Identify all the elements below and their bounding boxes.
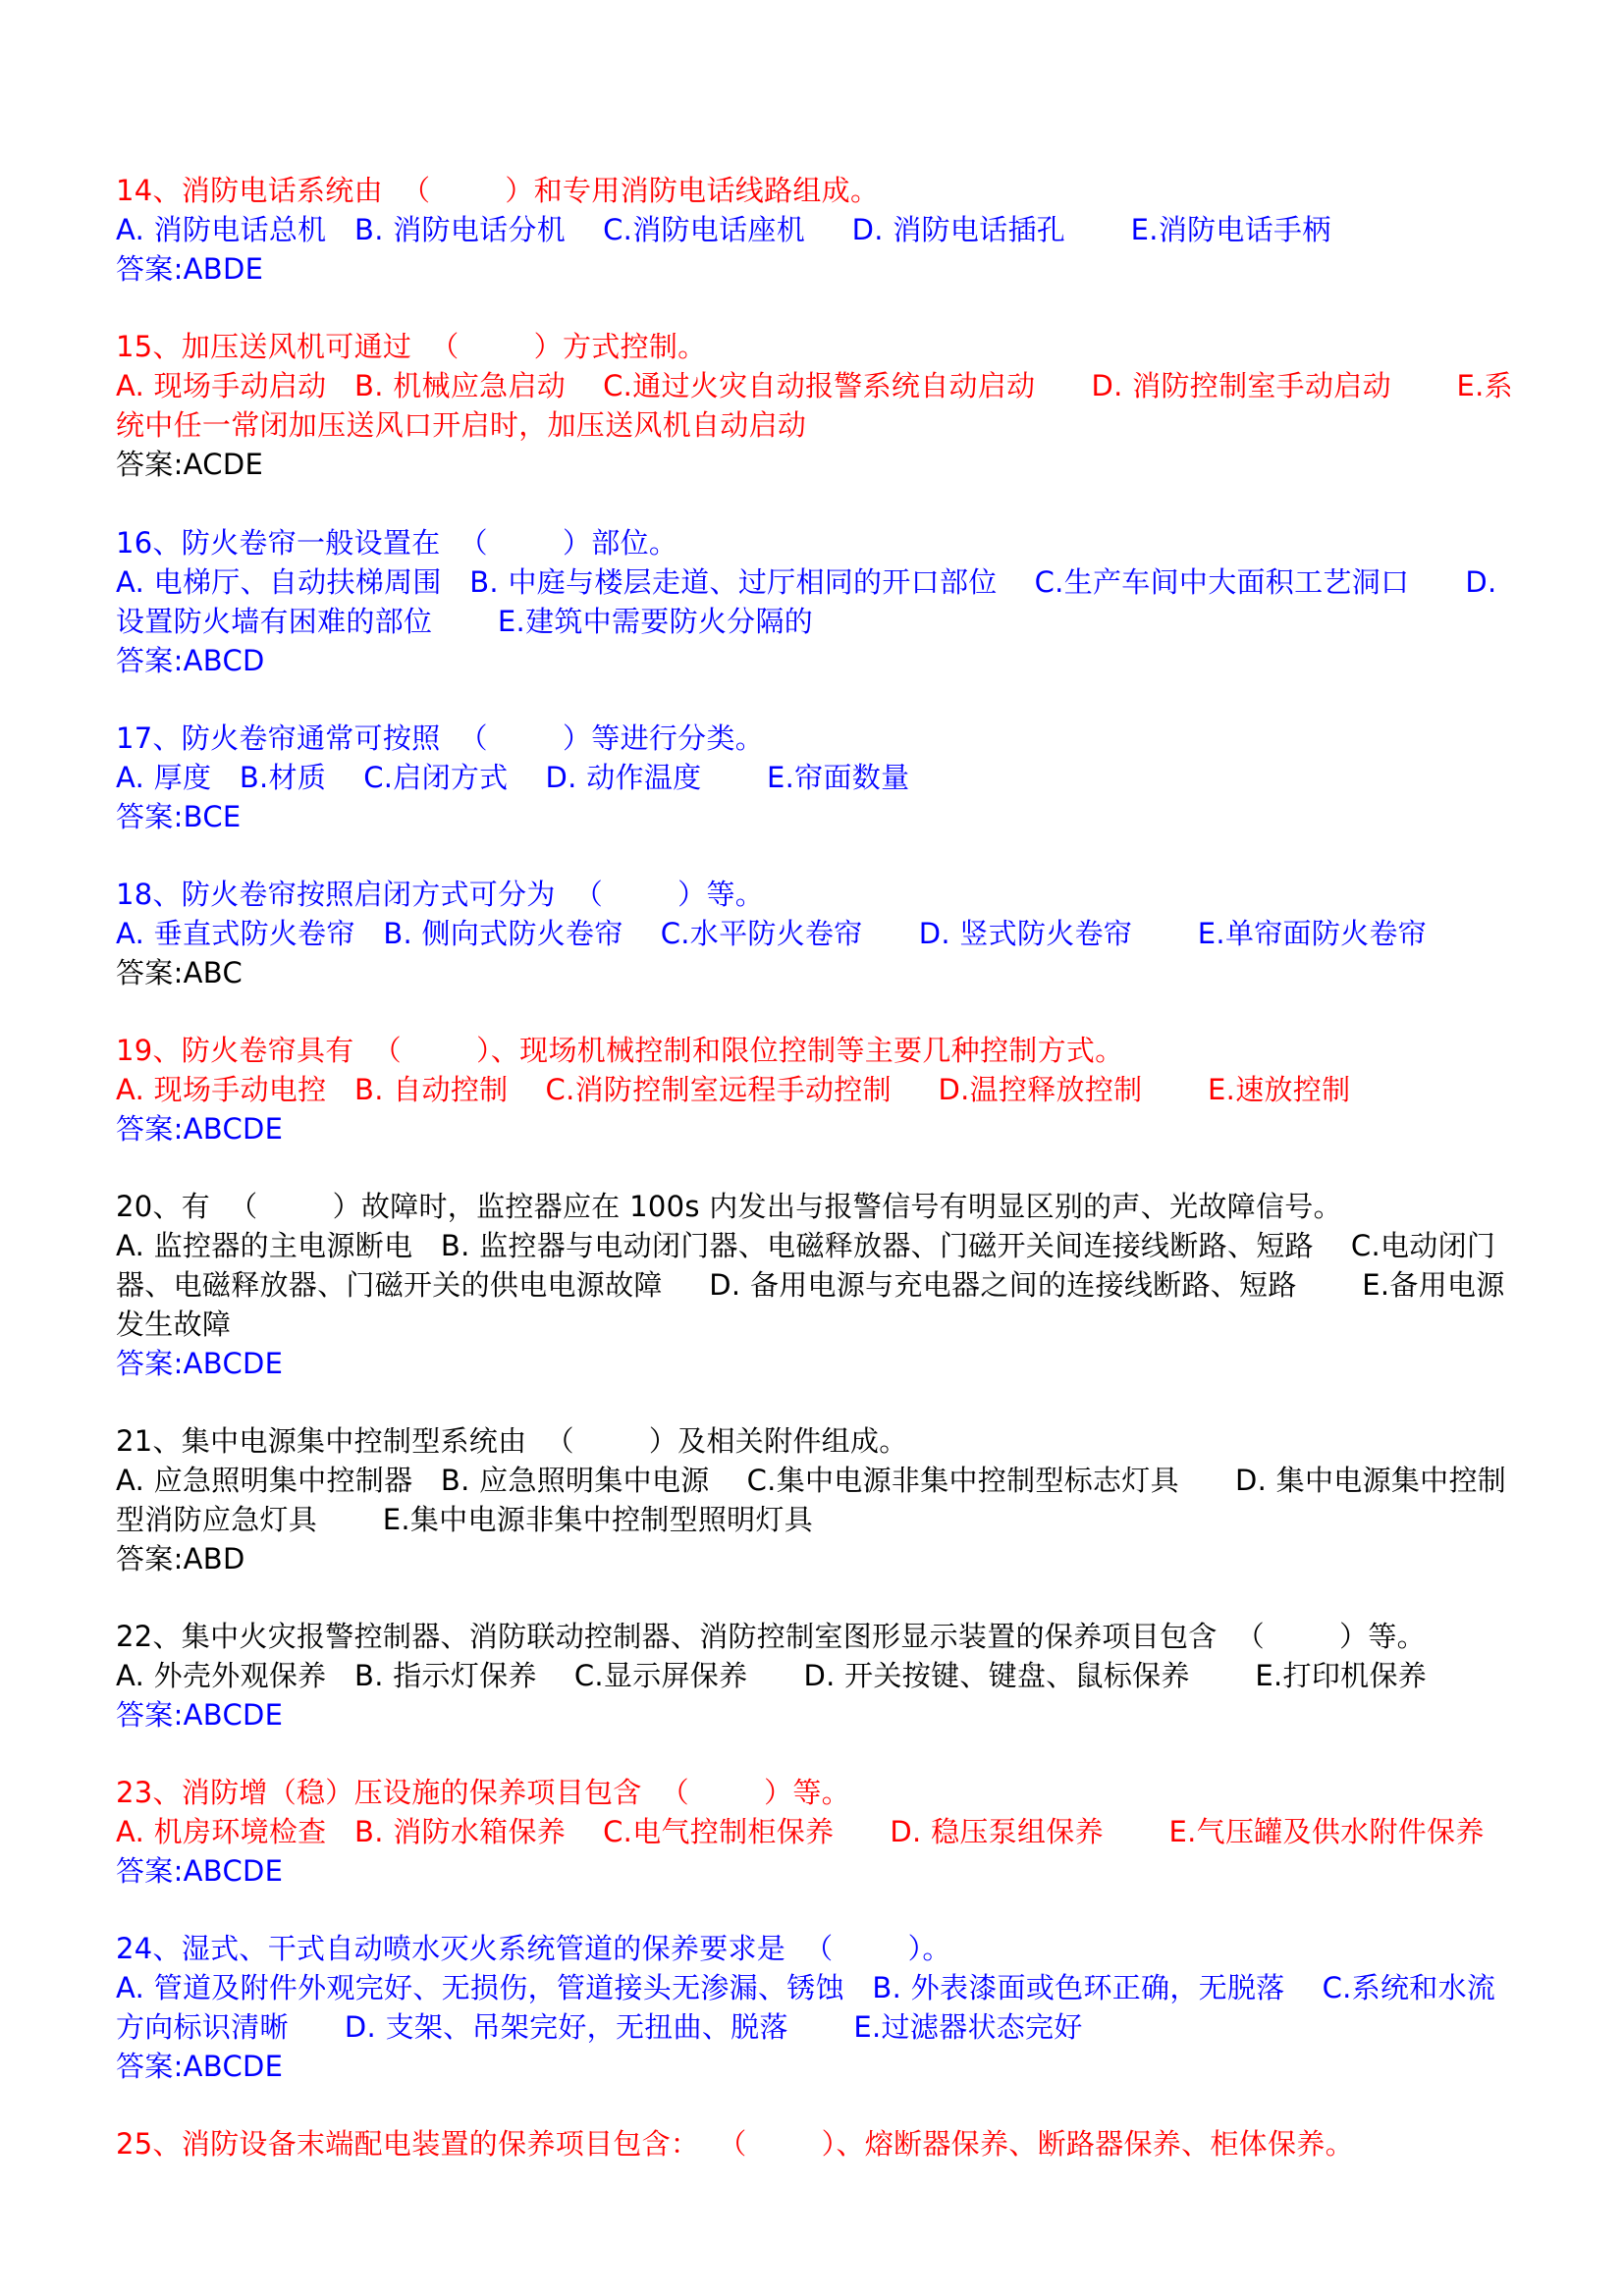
question-text: 25、消防设备末端配电装置的保养项目包含： （ ）、熔断器保养、断路器保养、柜体保养。 <box>116 2127 1354 2161</box>
question-block-23 <box>116 1773 1520 1891</box>
question-block-20 <box>116 1187 1520 1383</box>
options-text: A. 垂直式防火卷帘 B. 侧向式防火卷帘 C.水平防火卷帘 D. 竖式防火卷帘 E.单帘面防火卷帘 <box>116 917 1428 950</box>
question-block-16 <box>116 523 1520 680</box>
answer-text: 答案:ABDE <box>116 252 264 286</box>
question-text: 15、加压送风机可通过 （ ）方式控制。 <box>116 330 707 363</box>
options-text: A. 现场手动启动 B. 机械应急启动 C.通过火灾自动报警系统自动启动 D. 消防控制室手动启动 E.系统中任一常闭加压送风口开启时，加压送风机自动启动 <box>116 369 1513 442</box>
question-text: 24、湿式、干式自动喷水灭火系统管道的保养要求是 （ ）。 <box>116 1932 951 1965</box>
options-text: A. 管道及附件外观完好、无损伤，管道接头无渗漏、锈蚀 B. 外表漆面或色环正确，无脱落 C.系统和水流方向标识清晰 D. 支架、吊架完好，无扭曲、脱落 E.过滤器状态完好 <box>116 1971 1496 2044</box>
question-block-19 <box>116 1031 1520 1148</box>
question-text: 18、防火卷帘按照启闭方式可分为 （ ）等。 <box>116 878 765 911</box>
question-text: 21、集中电源集中控制型系统由 （ ）及相关附件组成。 <box>116 1424 908 1458</box>
question-text: 17、防火卷帘通常可按照 （ ）等进行分类。 <box>116 721 765 755</box>
answer-text: 答案:ABCDE <box>116 1854 284 1888</box>
question-block-18 <box>116 875 1520 992</box>
question-block-15 <box>116 327 1520 484</box>
options-text: A. 应急照明集中控制器 B. 应急照明集中电源 C.集中电源非集中控制型标志灯具 D. 集中电源集中控制型消防应急灯具 E.集中电源非集中控制型照明灯具 <box>116 1464 1507 1536</box>
options-text: A. 监控器的主电源断电 B. 监控器与电动闭门器、电磁释放器、门磁开关间连接线断路、短路 C.电动闭门器、电磁释放器、门磁开关的供电电源故障 D. 备用电源与充电器之间的连接线断路、短路 E.备用电源发生故障 <box>116 1229 1505 1341</box>
question-block-22 <box>116 1617 1520 1735</box>
options-text: A. 外壳外观保养 B. 指示灯保养 C.显示屏保养 D. 开关按键、键盘、鼠标保养 E.打印机保养 <box>116 1659 1428 1692</box>
question-block-14 <box>116 171 1520 289</box>
question-text: 22、集中火灾报警控制器、消防联动控制器、消防控制室图形显示装置的保养项目包含 （ ）等。 <box>116 1620 1426 1653</box>
options-text: A. 厚度 B.材质 C.启闭方式 D. 动作温度 E.帘面数量 <box>116 761 910 794</box>
question-block-17 <box>116 719 1520 836</box>
question-block-21 <box>116 1421 1520 1578</box>
answer-text: 答案:ABC <box>116 956 244 989</box>
options-text: A. 电梯厅、自动扶梯周围 B. 中庭与楼层走道、过厅相同的开口部位 C.生产车间中大面积工艺洞口 D. 设置防火墙有困难的部位 E.建筑中需要防火分隔的 <box>116 565 1507 638</box>
answer-text: 答案:ABCDE <box>116 1112 284 1146</box>
answer-text: 答案:ABCD <box>116 644 265 677</box>
answer-text: 答案:ABCDE <box>116 1347 284 1380</box>
question-text: 16、防火卷帘一般设置在 （ ）部位。 <box>116 526 678 560</box>
question-text: 20、有 （ ）故障时，监控器应在 100s 内发出与报警信号有明显区别的声、光故障信号。 <box>116 1190 1342 1223</box>
question-block-24 <box>116 1929 1520 2086</box>
answer-text: 答案:ABCDE <box>116 1698 284 1732</box>
question-text: 14、消防电话系统由 （ ）和专用消防电话线路组成。 <box>116 174 880 207</box>
answer-text: 答案:ABCDE <box>116 2050 284 2083</box>
answer-text: 答案:ABD <box>116 1542 245 1575</box>
options-text: A. 机房环境检查 B. 消防水箱保养 C.电气控制柜保养 D. 稳压泵组保养 E.气压罐及供水附件保养 <box>116 1815 1485 1848</box>
options-text: A. 现场手动电控 B. 自动控制 C.消防控制室远程手动控制 D.温控释放控制 E.速放控制 <box>116 1073 1351 1106</box>
answer-text: 答案:BCE <box>116 800 242 833</box>
question-text: 23、消防增（稳）压设施的保养项目包含 （ ）等。 <box>116 1776 850 1809</box>
answer-text: 答案:ACDE <box>116 448 264 481</box>
question-block-25 <box>116 2124 1520 2163</box>
question-text: 19、防火卷帘具有 （ ）、现场机械控制和限位控制等主要几种控制方式。 <box>116 1034 1124 1067</box>
options-text: A. 消防电话总机 B. 消防电话分机 C.消防电话座机 D. 消防电话插孔 E.消防电话手柄 <box>116 213 1331 246</box>
